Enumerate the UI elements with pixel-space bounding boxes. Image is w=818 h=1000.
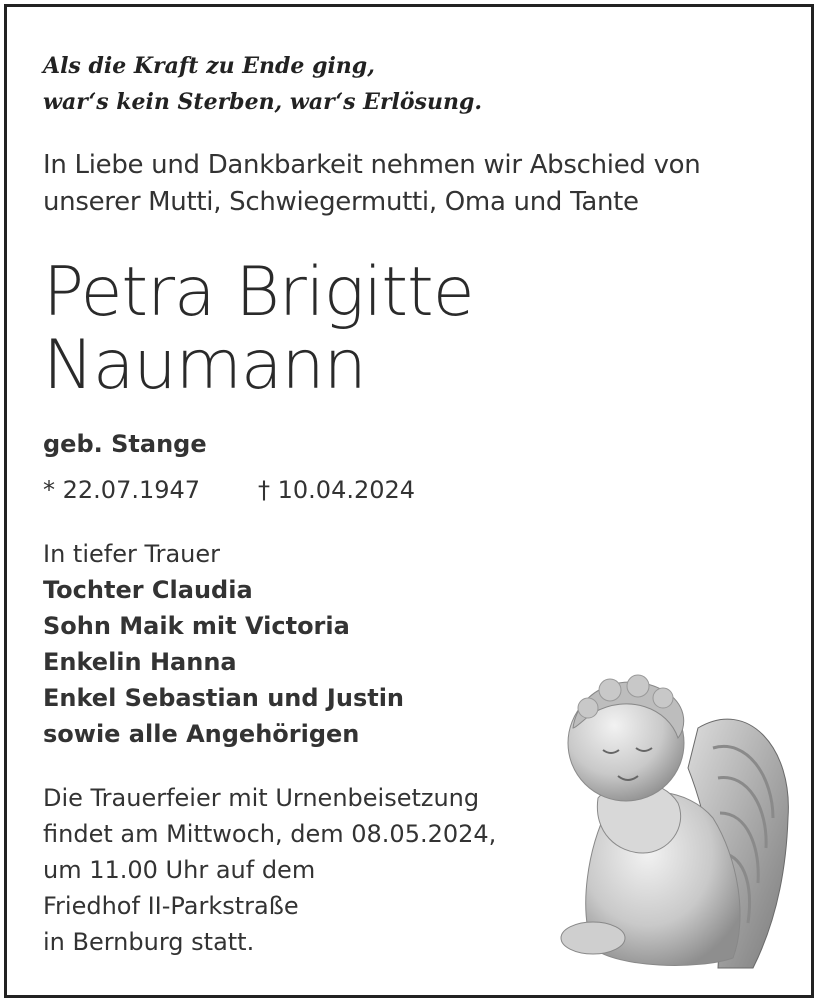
motto-line: Als die Kraft zu Ende ging,	[43, 53, 375, 79]
mourner-line: sowie alle Angehörigen	[43, 720, 360, 748]
intro-text	[43, 147, 700, 221]
name-line-first: Petra Brigitte	[43, 253, 474, 332]
name-line-last: Naumann	[43, 326, 366, 405]
motto-line: war‘s kein Sterben, war‘s Erlösung.	[43, 89, 482, 115]
service-line: findet am Mittwoch, dem 08.05.2024,	[43, 820, 497, 848]
death-date: † 10.04.2024	[258, 476, 416, 504]
service-line: Die Trauerfeier mit Urnenbeisetzung	[43, 784, 480, 812]
mourners-intro: In tiefer Trauer	[43, 540, 221, 568]
mourner-line: Enkel Sebastian und Justin	[43, 684, 405, 712]
mourner-line: Tochter Claudia	[43, 576, 253, 604]
maiden-name: geb. Stange	[43, 430, 207, 458]
intro-line: In Liebe und Dankbarkeit nehmen wir Abschied von	[43, 150, 701, 180]
service-line: Friedhof II-Parkstraße	[43, 892, 299, 920]
intro-line: unserer Mutti, Schwiegermutti, Oma und Tante	[43, 187, 639, 217]
mourner-line: Sohn Maik mit Victoria	[43, 612, 350, 640]
angel-figurine-icon	[548, 668, 798, 973]
deceased-name	[43, 253, 474, 405]
motto	[43, 48, 482, 120]
service-info	[43, 780, 496, 960]
mourner-line: Enkelin Hanna	[43, 648, 237, 676]
service-line: um 11.00 Uhr auf dem	[43, 856, 316, 884]
service-line: in Bernburg statt.	[43, 928, 255, 956]
mourners-block	[43, 536, 404, 752]
life-dates	[43, 476, 415, 504]
birth-date: * 22.07.1947	[43, 476, 201, 504]
